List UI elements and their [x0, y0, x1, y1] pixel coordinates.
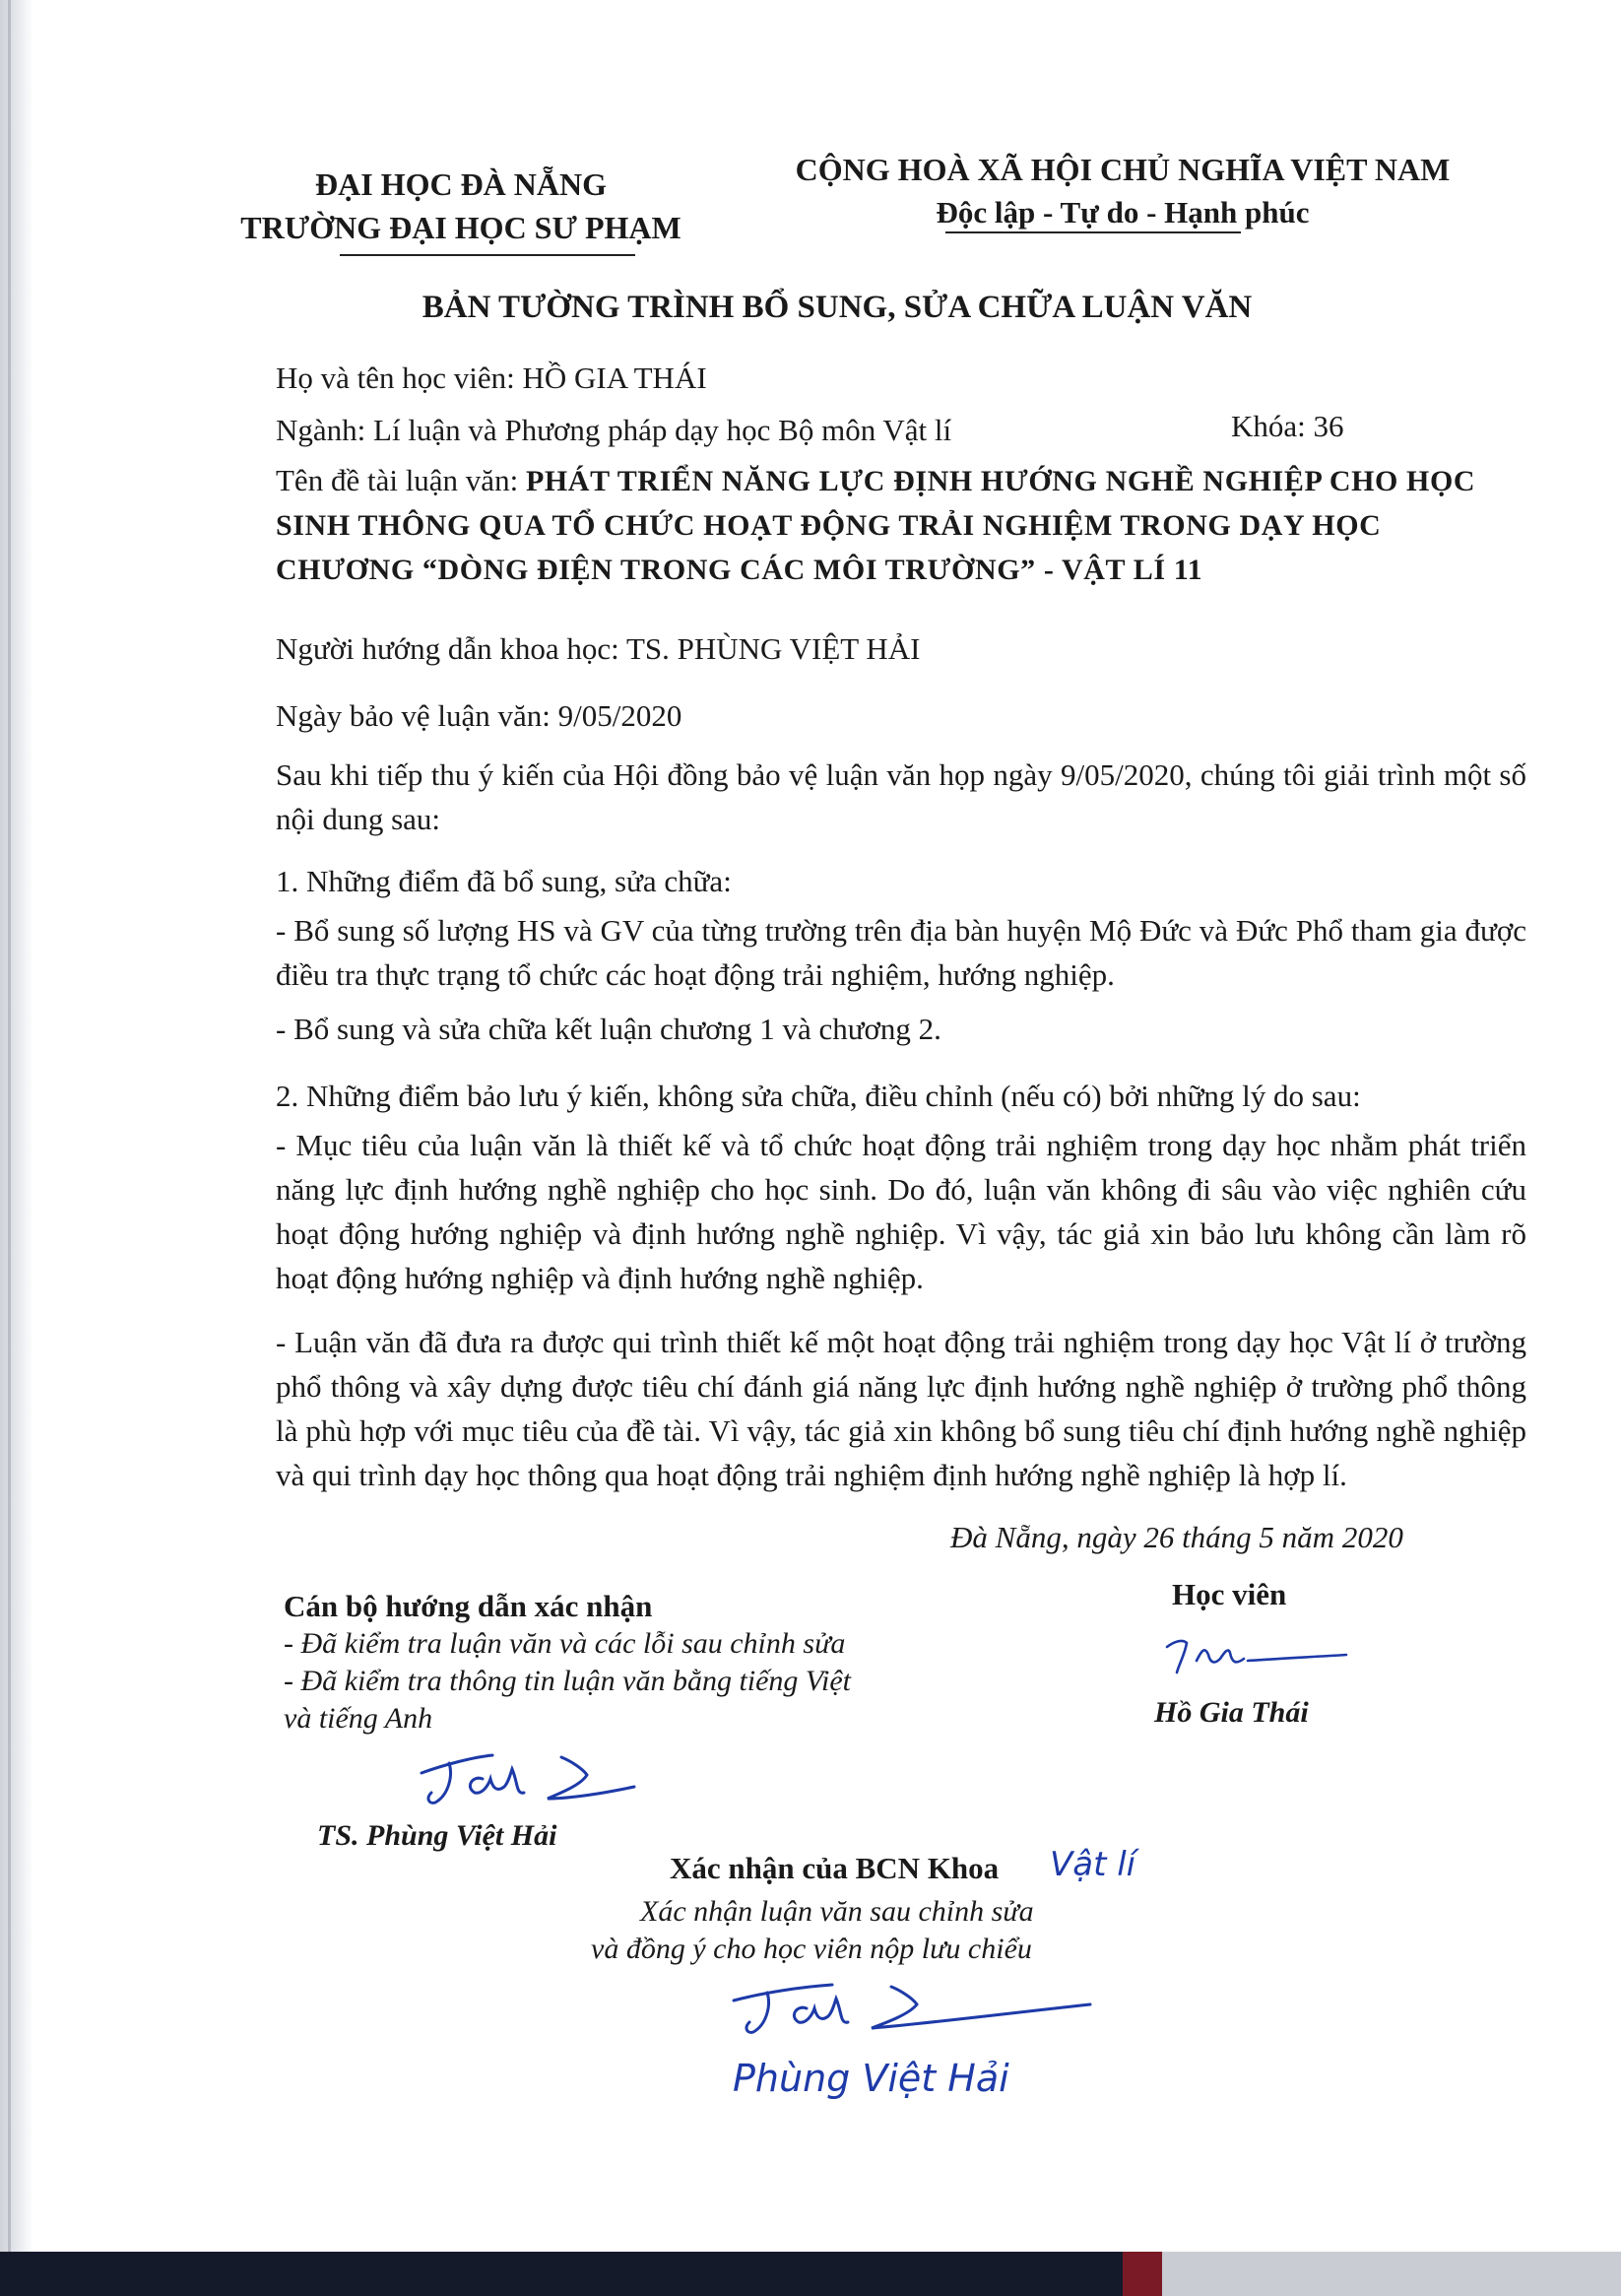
section2-heading: 2. Những điểm bảo lưu ý kiến, không sửa chữa, điều chỉnh (nếu có) bởi những lý do sau:	[276, 1079, 1361, 1113]
supervisor-confirmation-heading: Cán bộ hướng dẫn xác nhận	[284, 1589, 653, 1623]
supervisor-confirmation	[284, 1588, 953, 1738]
faculty-note-2: và đồng ý cho học viên nộp lưu chiểu	[591, 1933, 1032, 1965]
student-heading: Học viên	[1172, 1577, 1287, 1611]
national-motto: Độc lập - Tự do - Hạnh phúc	[936, 195, 1310, 230]
section1-item2: - Bổ sung và sửa chữa kết luận chương 1 và chương 2.	[276, 1012, 941, 1046]
faculty-confirmation-heading: Xác nhận của BCN Khoa	[670, 1851, 1000, 1885]
country-name: CỘNG HOÀ XÃ HỘI CHỦ NGHĨA VIỆT NAM	[795, 152, 1451, 187]
student-signer-name: Hồ Gia Thái	[1154, 1696, 1309, 1729]
faculty-handwritten-name	[729, 2044, 1044, 2113]
scan-edge-gray	[1162, 2252, 1621, 2296]
scan-edge-red	[1123, 2252, 1162, 2296]
university-name: ĐẠI HỌC ĐÀ NẴNG	[315, 166, 607, 202]
supervisor-signature	[414, 1736, 640, 1814]
section1-heading: 1. Những điểm đã bổ sung, sửa chữa:	[276, 864, 732, 898]
thesis-title-label: Tên đề tài luận văn:	[276, 463, 526, 497]
faculty-note-1: Xác nhận luận văn sau chỉnh sửa	[640, 1895, 1034, 1928]
major-line: Ngành: Lí luận và Phương pháp dạy học Bộ môn Vật lí	[276, 413, 952, 447]
handwritten-department	[1044, 1832, 1192, 1891]
header-right-underline	[945, 231, 1241, 233]
handwritten-department-text: Vật lí	[1050, 1845, 1136, 1884]
place-and-date: Đà Nẵng, ngày 26 tháng 5 năm 2020	[950, 1520, 1403, 1554]
faculty-signature	[724, 1965, 1098, 2044]
cohort-line: Khóa: 36	[1231, 409, 1344, 443]
thesis-title-block	[276, 459, 1526, 592]
supervisor-note-2: - Đã kiểm tra thông tin luận văn bằng tiếng Việt	[284, 1665, 852, 1697]
institution-header	[215, 163, 707, 249]
scan-bottom-edge	[0, 2252, 1621, 2296]
thesis-title: PHÁT TRIỂN NĂNG LỰC ĐỊNH HƯỚNG NGHỀ NGHIỆP CHO HỌC SINH THÔNG QUA TỔ CHỨC HOẠT ĐỘNG TRẢI NGHIỆM TRONG DẠY HỌC CHƯƠNG “DÒNG ĐIỆN TRONG CÁC MÔI TRƯỜNG” - VẬT LÍ 11	[276, 465, 1476, 586]
supervisor-note-3: và tiếng Anh	[284, 1702, 433, 1735]
section1-item1: - Bổ sung số lượng HS và GV của từng trường trên địa bàn huyện Mộ Đức và Đức Phổ tham gia được điều tra thực trạng tổ chức các hoạt động trải nghiệm, hướng nghiệp.	[276, 913, 1526, 992]
section2-item2: - Luận văn đã đưa ra được qui trình thiết kế một hoạt động trải nghiệm trong dạy học Vật lí ở trường phổ thông và xây dựng được tiêu chí đánh giá năng lực định hướng nghề nghiệp ở trường phổ thông là phù hợp với mục tiêu của đề tài. Vì vậy, tác giả xin không bổ sung tiêu chí định hướng nghề nghiệp và qui trình dạy học thông qua hoạt động trải nghiệm định hướng nghề nghiệp là hợp lí.	[276, 1325, 1526, 1492]
intro-paragraph: Sau khi tiếp thu ý kiến của Hội đồng bảo vệ luận văn họp ngày 9/05/2020, chúng tôi giải trình một số nội dung sau:	[276, 757, 1526, 836]
header-left-underline	[340, 254, 635, 256]
scan-edge-shadow	[0, 0, 33, 2296]
student-name-line: Họ và tên học viên: HỒ GIA THÁI	[276, 361, 707, 395]
section2-item1: - Mục tiêu của luận văn là thiết kế và tổ chức hoạt động trải nghiệm trong dạy học nhằm phát triển năng lực định hướng nghề nghiệp cho học sinh. Do đó, luận văn không đi sâu vào việc nghiên cứu hoạt động hướng nghiệp và định hướng nghề nghiệp. Vì vậy, tác giả xin bảo lưu không cần làm rõ hoạt động hướng nghiệp và định hướng nghề nghiệp.	[276, 1128, 1526, 1295]
supervisor-note-1: - Đã kiểm tra luận văn và các lỗi sau chỉnh sửa	[284, 1627, 846, 1660]
document-title: BẢN TƯỜNG TRÌNH BỔ SUNG, SỬA CHỮA LUẬN VĂN	[421, 290, 1253, 325]
faculty-handwritten-name-text: Phùng Việt Hải	[733, 2057, 1009, 2100]
supervisor-line: Người hướng dẫn khoa học: TS. PHÙNG VIỆT HẢI	[276, 631, 921, 666]
school-name: TRƯỜNG ĐẠI HỌC SƯ PHẠM	[240, 210, 681, 245]
student-signature	[1157, 1625, 1354, 1684]
supervisor-signer-name: TS. Phùng Việt Hải	[317, 1819, 557, 1852]
scan-edge-dark	[0, 2252, 1123, 2296]
national-header	[748, 148, 1497, 234]
defense-date-line: Ngày bảo vệ luận văn: 9/05/2020	[276, 698, 682, 733]
